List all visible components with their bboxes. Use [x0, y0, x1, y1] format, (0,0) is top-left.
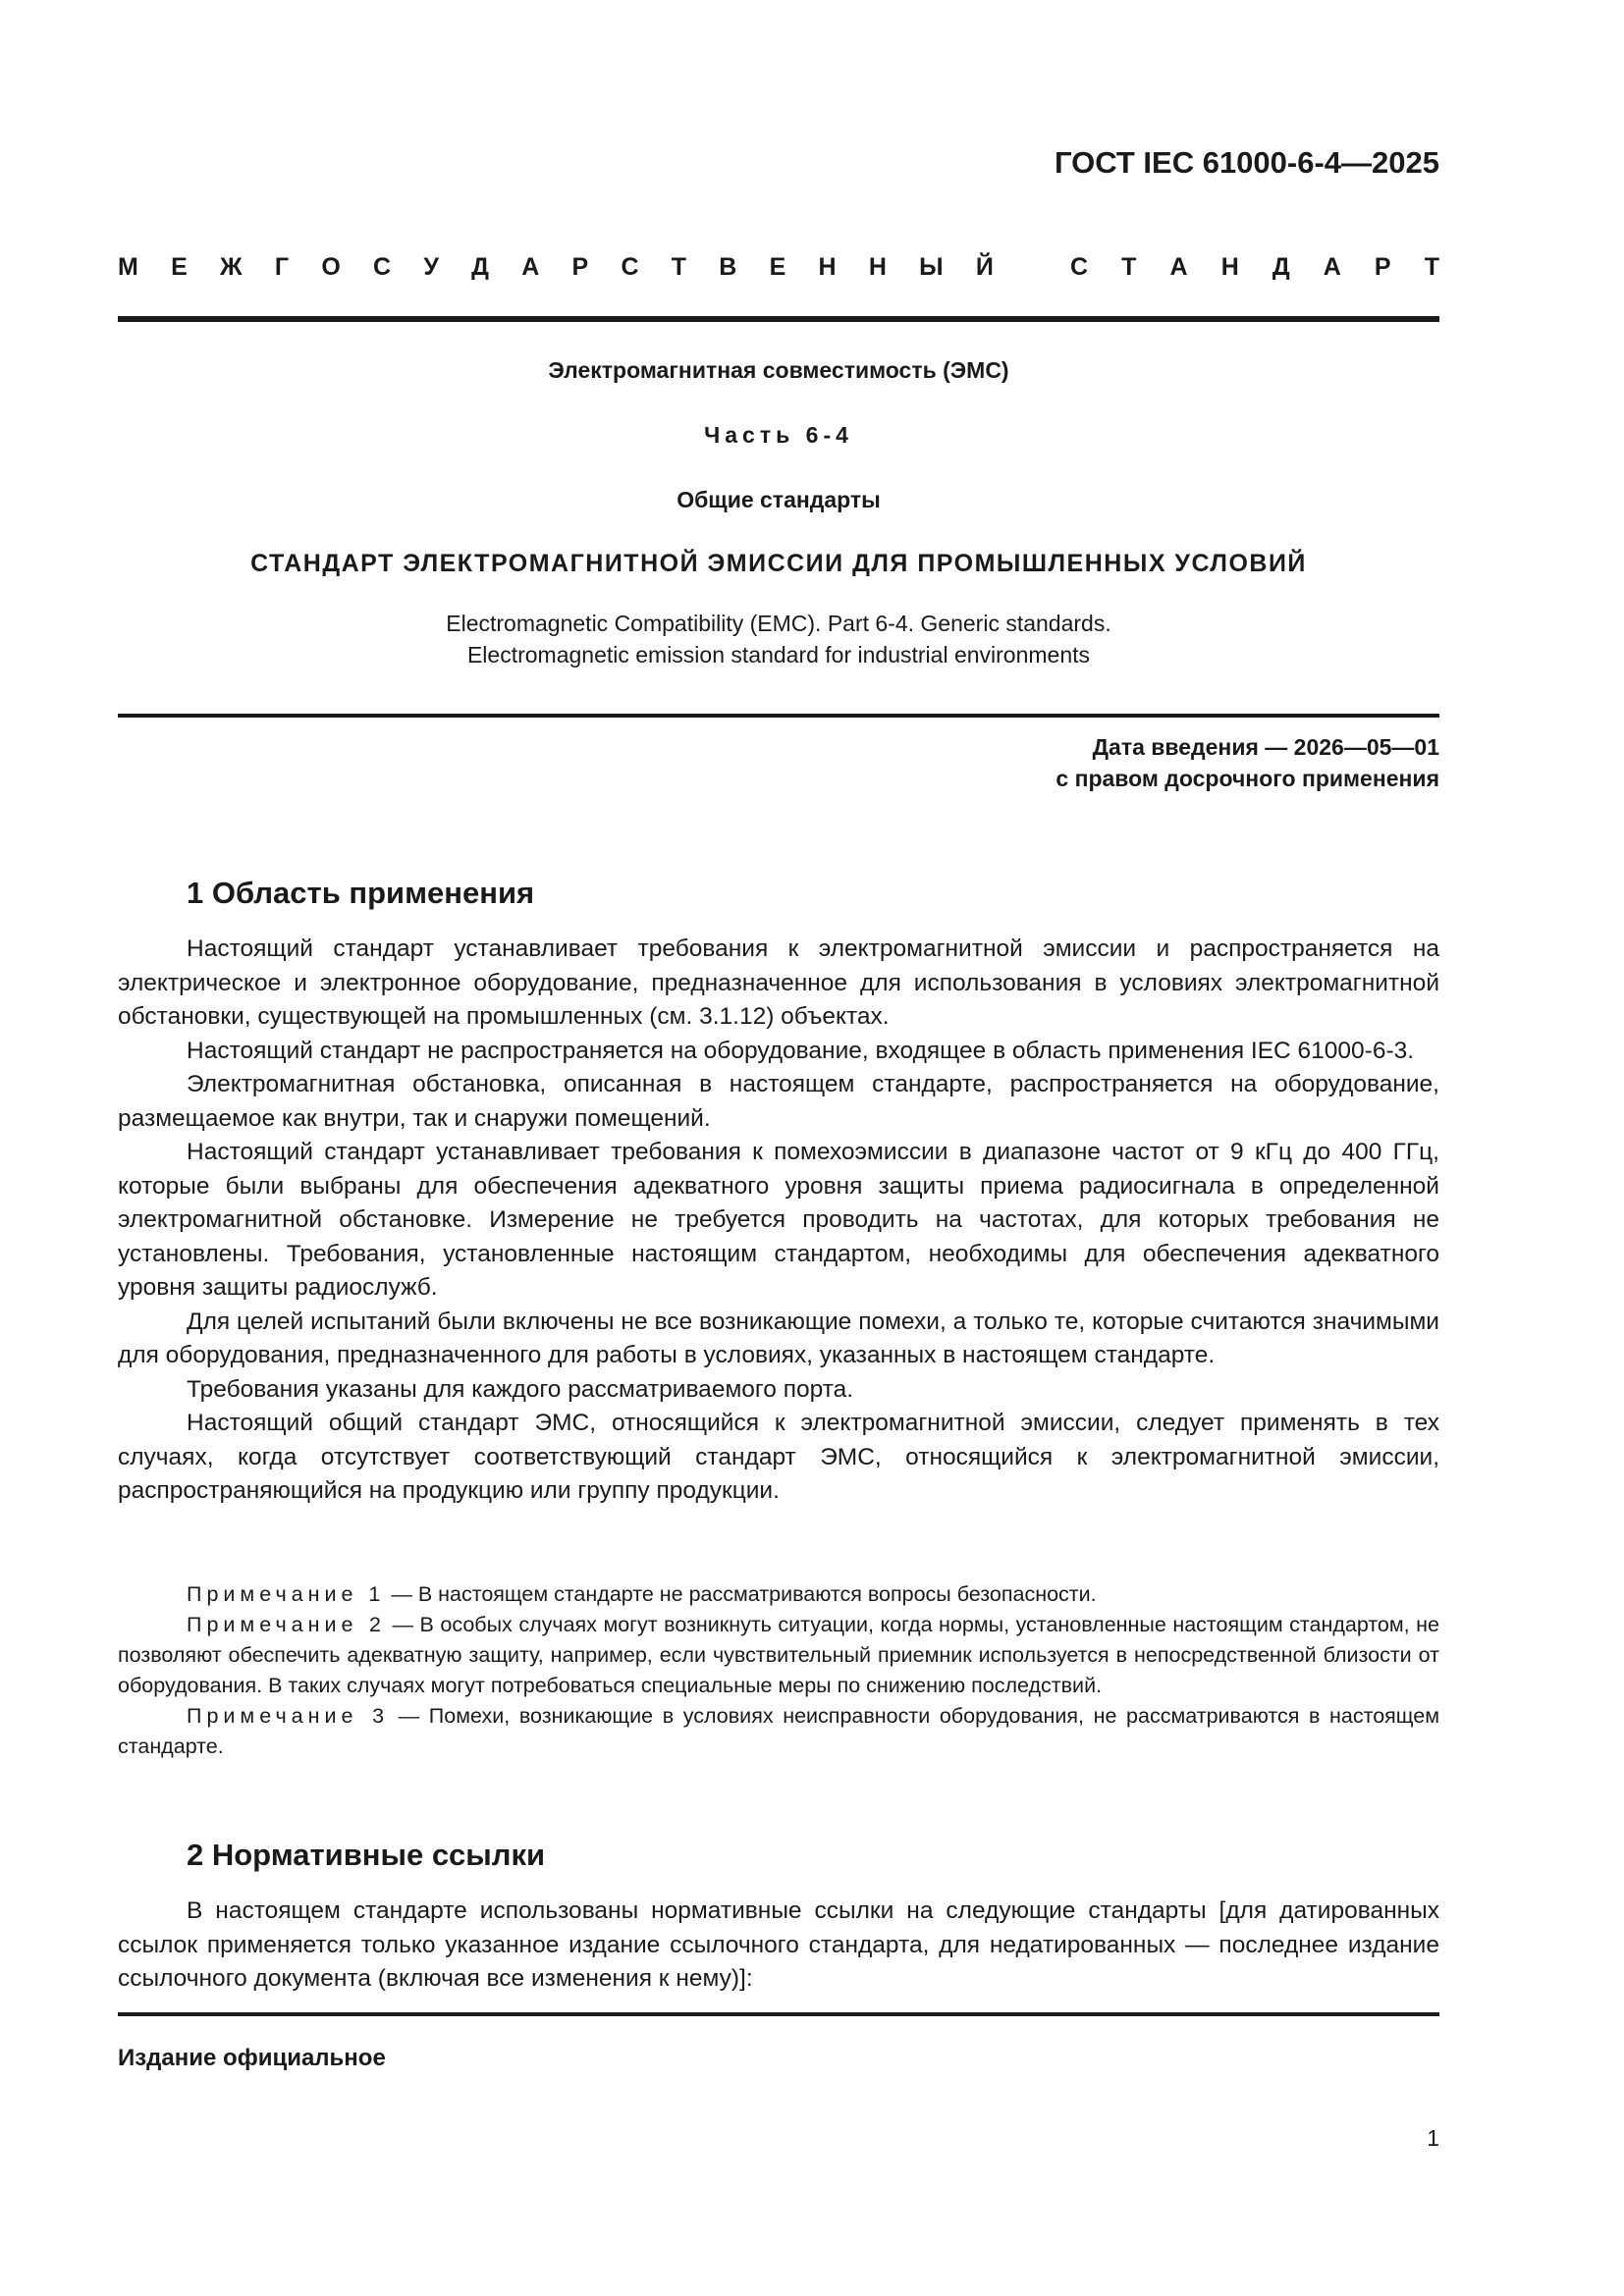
note: [118, 1579, 1439, 1610]
section-1-body: [118, 933, 1439, 1509]
official-edition-label: Издание официальное: [118, 2045, 386, 2071]
footer-divider: [118, 2012, 1439, 2016]
paragraph: Настоящий общий стандарт ЭМС, относящийся к электромагнитной эмиссии, следует применять в тех случаях, когда отсутствует соответствующий стандарт ЭМС, относящийся к электромагнитной эмиссии, распространяющийся на продукцию или группу продукции.: [118, 1410, 1439, 1504]
paragraph: Электромагнитная обстановка, описанная в настоящем стандарте, распространяется на оборудование, размещаемое как внутри, так и снаружи помещений.: [118, 1071, 1439, 1132]
title-main: СТАНДАРТ ЭЛЕКТРОМАГНИТНОЙ ЭМИССИИ ДЛЯ ПРОМЫШЛЕННЫХ УСЛОВИЙ: [250, 550, 1307, 577]
document-page: [118, 0, 1439, 2296]
paragraph: Требования указаны для каждого рассматриваемого порта.: [187, 1375, 854, 1403]
interstate-word: М Е Ж Г О С У Д А Р С Т В Е Н Н Ы Й: [118, 253, 994, 281]
note-label: Примечание 2: [187, 1613, 386, 1636]
title-group: Общие стандарты: [677, 487, 881, 512]
note-text: — Помехи, возникающие в условиях неисправности оборудования, не рассматриваются в настоящем стандарте.: [118, 1704, 1439, 1758]
standard-word: С Т А Н Д А Р Т: [1070, 253, 1439, 281]
paragraph: В настоящем стандарте использованы нормативные ссылки на следующие стандарты [для датированных ссылок применяется только указанное издание ссылочного стандарта, для недатированных — последнее издание ссылочного документа (включая все изменения к нему)]:: [118, 1897, 1439, 1992]
note-text: — В настоящем стандарте не рассматриваются вопросы безопасности.: [385, 1582, 1097, 1606]
section-1-heading: 1 Область применения: [187, 876, 535, 910]
note-label: Примечание 1: [187, 1582, 386, 1606]
title-topic: Электромагнитная совместимость (ЭМС): [548, 357, 1009, 383]
page-number: 1: [1427, 2125, 1439, 2151]
document-code: ГОСТ IEC 61000-6-4—2025: [1054, 145, 1439, 180]
note: [118, 1701, 1439, 1762]
header-divider: [118, 316, 1439, 322]
early-application-note: с правом досрочного применения: [1056, 766, 1439, 791]
introduction-date: Дата введения — 2026—05—01: [1092, 734, 1439, 760]
paragraph: Настоящий стандарт устанавливает требования к помехоэмиссии в диапазоне частот от 9 кГц до 400 ГГц, которые были выбраны для обеспечения адекватного уровня защиты приема радиосигнала в определенной электромагнитной обстановке. Измерение не требуется проводить на частотах, для которых требования не установлены. Требования, установленные настоящим стандартом, необходимы для обеспечения адекватного уровня защиты радиослужб.: [118, 1139, 1439, 1301]
note: [118, 1610, 1439, 1701]
note-label: Примечание 3: [187, 1704, 390, 1728]
title-part: Часть 6-4: [704, 422, 853, 448]
section-2-body: [118, 1895, 1439, 1997]
title-english-line1: Electromagnetic Compatibility (EMC). Part 6-4. Generic standards.: [446, 611, 1111, 636]
introduction-date-block: [1056, 731, 1439, 794]
section-1-notes: [118, 1579, 1439, 1762]
paragraph: Для целей испытаний были включены не все возникающие помехи, а только те, которые считаются значимыми для оборудования, предназначенного для работы в условиях, указанных в настоящем стандарте.: [118, 1308, 1439, 1368]
interstate-standard-banner: [118, 253, 1439, 282]
section-2-heading: 2 Нормативные ссылки: [187, 1838, 546, 1872]
title-divider: [118, 714, 1439, 718]
paragraph: Настоящий стандарт не распространяется на оборудование, входящее в область применения IEC 61000-6-3.: [187, 1037, 1415, 1064]
paragraph: Настоящий стандарт устанавливает требования к электромагнитной эмиссии и распространяется на электрическое и электронное оборудование, предназначенное для использования в условиях электромагнитной обстановки, существующей на промышленных (см. 3.1.12) объектах.: [118, 935, 1439, 1030]
title-english-line2: Electromagnetic emission standard for industrial environments: [466, 642, 1091, 667]
note-text: — В особых случаях могут возникнуть ситуации, когда нормы, установленные настоящим стандартом, не позволяют обеспечить адекватную защиту, например, если чувствительный приемник используется в непосредственной близости от оборудования. В таких случаях могут потребоваться специальные меры по снижению последствий.: [118, 1613, 1439, 1697]
